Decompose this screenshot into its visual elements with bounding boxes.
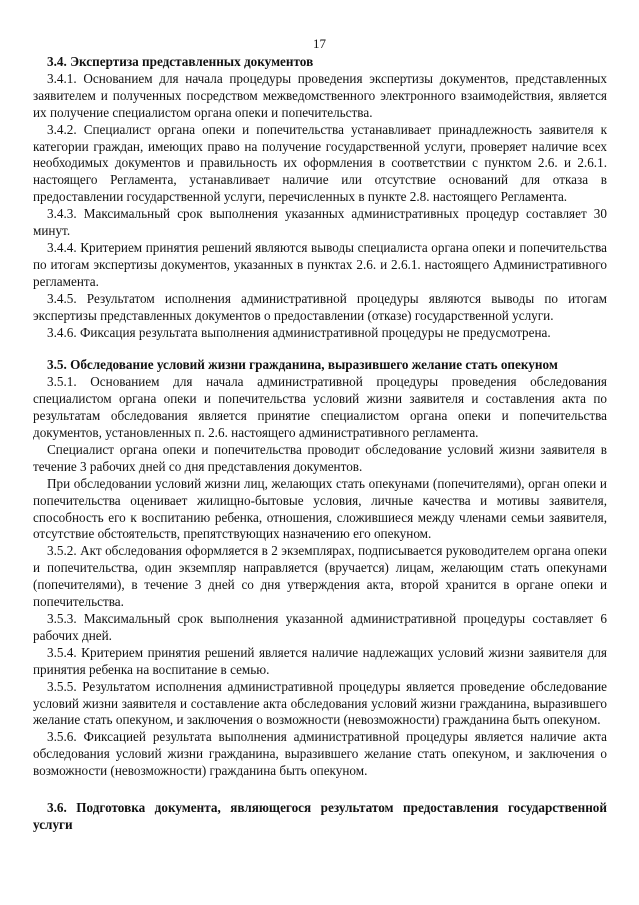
page-number: 17	[313, 36, 326, 51]
paragraph-3-4-1: 3.4.1. Основанием для начала процедуры проведения экспертизы документов, представленных заявителем и полученных посредством межведомственного электронного взаимодействия, является их получение специалистом органа опеки и попечительства.	[33, 70, 607, 120]
paragraph-3-5-1: 3.5.1. Основанием для начала административной процедуры проведения обследования специалистом органа опеки и попечительства условий жизни заявителя и составления акта по результатам обследования является принятие специалистом органа опеки и попечительства документов, установленных п. 2.6. настоящего административного регламента.	[33, 374, 607, 441]
paragraph-3-4-4: 3.4.4. Критерием принятия решений являются выводы специалиста органа опеки и попечительства по итогам экспертизы документов, указанных в пунктах 2.6. и 2.6.1. настоящего Административного регламента.	[33, 239, 607, 289]
document-body	[33, 54, 607, 834]
paragraph-3-4-2: 3.4.2. Специалист органа опеки и попечительства устанавливает принадлежность заявителя к категории граждан, имеющих право на получение государственной услуги, проверяет наличие всех необходимых документов и правильность их оформления в соответствии с пунктом 2.6. и 2.6.1. настоящего Регламента, устанавливает наличие или отсутствие оснований для отказа в предоставлении государственной услуги, перечисленных в пункте 2.8. настоящего Регламента.	[33, 121, 607, 205]
section-3-6-heading: 3.6. Подготовка документа, являющегося результатом предоставления государственной услуги	[33, 800, 607, 832]
section-spacer	[33, 780, 607, 800]
paragraph-3-5-3: 3.5.3. Максимальный срок выполнения указанной административной процедуры составляет 6 рабочих дней.	[33, 611, 607, 643]
paragraph-3-5-2: 3.5.2. Акт обследования оформляется в 2 экземплярах, подписывается руководителем органа опеки и попечительства, один экземпляр направляется (вручается) лицам, желающим стать опекунами (попечителями), в течение 3 дней со дня утверждения акта, второй хранится в органе опеки и попечительства.	[33, 543, 607, 610]
paragraph-3-5-6: 3.5.6. Фиксацией результата выполнения административной процедуры является наличие акта обследования условий жизни гражданина, выразившего желание стать опекуном, и заключения о возможности (невозможности) гражданина быть опекуном.	[33, 729, 607, 779]
section-spacer	[33, 341, 607, 357]
paragraph-3-4-5: 3.4.5. Результатом исполнения административной процедуры являются выводы по итогам экспертизы представленных документов о предоставлении (отказе) государственной услуги.	[33, 290, 607, 323]
paragraph-3-4-3: 3.4.3. Максимальный срок выполнения указанных административных процедур составляет 30 минут.	[33, 206, 607, 239]
paragraph-3-5-5: 3.5.5. Результатом исполнения административной процедуры является проведение обследование условий жизни заявителя и составление акта обследования условий жизни гражданина, выразившего желание стать опекуном, и заключения о возможности (невозможности) гражданина быть опекуном.	[33, 678, 607, 728]
section-3-4-heading: 3.4. Экспертиза представленных документов	[47, 54, 314, 69]
paragraph-3-4-6: 3.4.6. Фиксация результата выполнения административной процедуры не предусмотрена.	[47, 324, 551, 340]
paragraph-3-5-1-c: При обследовании условий жизни лиц, желающих стать опекунами (попечителями), орган опеки и попечительства оценивает жилищно-бытовые условия, личные качества и мотивы заявителя, способность его к воспитанию ребенка, отношения, сложившиеся между членами семьи заявителя, отсутствие обстоятельств, препятствующих назначению его опекуном.	[33, 475, 607, 542]
paragraph-3-5-1-b: Специалист органа опеки и попечительства проводит обследование условий жизни заявителя в течение 3 рабочих дней со дня представления документов.	[33, 441, 607, 474]
paragraph-3-5-4: 3.5.4. Критерием принятия решений является наличие надлежащих условий жизни заявителя для принятия ребенка на воспитание в семью.	[33, 644, 607, 677]
section-3-5-heading: 3.5. Обследование условий жизни гражданина, выразившего желание стать опекуном	[47, 357, 558, 373]
